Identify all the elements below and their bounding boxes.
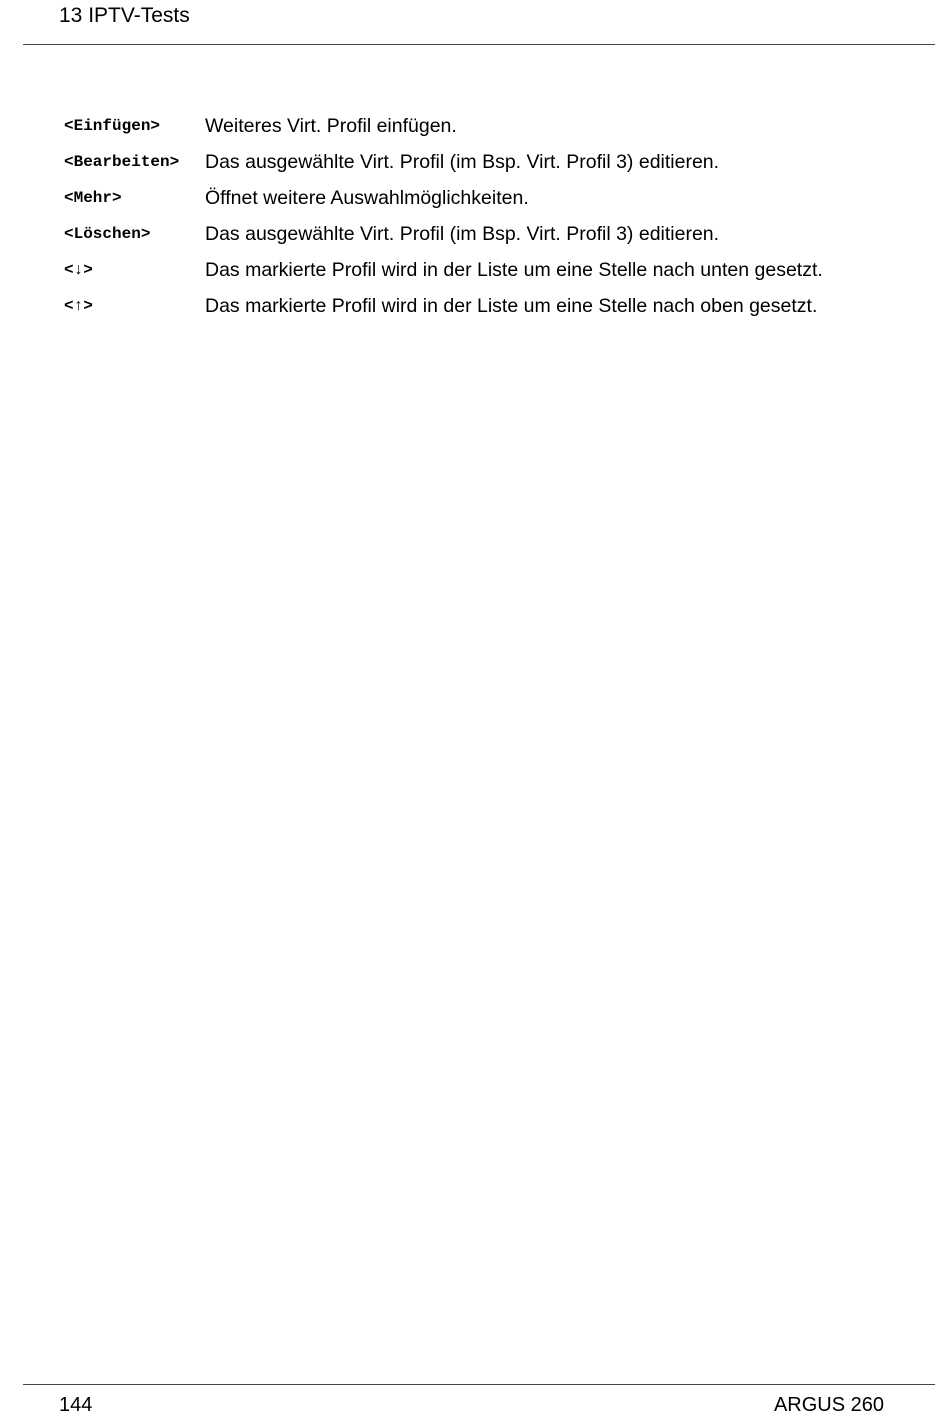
chapter-title: 13 IPTV-Tests [59, 4, 190, 27]
softkey-description: Weiteres Virt. Profil einfügen. [205, 115, 457, 137]
softkey-description: Das markierte Profil wird in der Liste um eine Stelle nach unten gesetzt. [205, 259, 823, 281]
table-row [64, 148, 884, 184]
softkey-description: Das ausgewählte Virt. Profil (im Bsp. Virt. Profil 3) editieren. [205, 151, 720, 173]
table-row [64, 292, 884, 328]
softkey-label: <Bearbeiten> [64, 153, 180, 171]
table-row [64, 256, 884, 292]
product-name: ARGUS 260 [773, 1394, 884, 1416]
softkey-label: <Einfügen> [64, 117, 161, 135]
softkey-label: <↑> [64, 297, 93, 315]
table-row [64, 220, 884, 256]
softkey-description: Öffnet weitere Auswahlmöglichkeiten. [205, 187, 529, 209]
softkey-label: <Mehr> [64, 189, 122, 207]
softkey-description: Das ausgewählte Virt. Profil (im Bsp. Virt. Profil 3) editieren. [205, 223, 720, 245]
page-number: 144 [59, 1394, 93, 1416]
table-row [64, 184, 884, 220]
softkey-table [64, 112, 884, 328]
footer-divider [23, 1384, 935, 1385]
table-row [64, 112, 884, 148]
softkey-label: <↓> [64, 261, 93, 279]
softkey-description: Das markierte Profil wird in der Liste um eine Stelle nach oben gesetzt. [205, 295, 818, 317]
header-divider [23, 44, 935, 45]
softkey-label: <Löschen> [64, 225, 151, 243]
